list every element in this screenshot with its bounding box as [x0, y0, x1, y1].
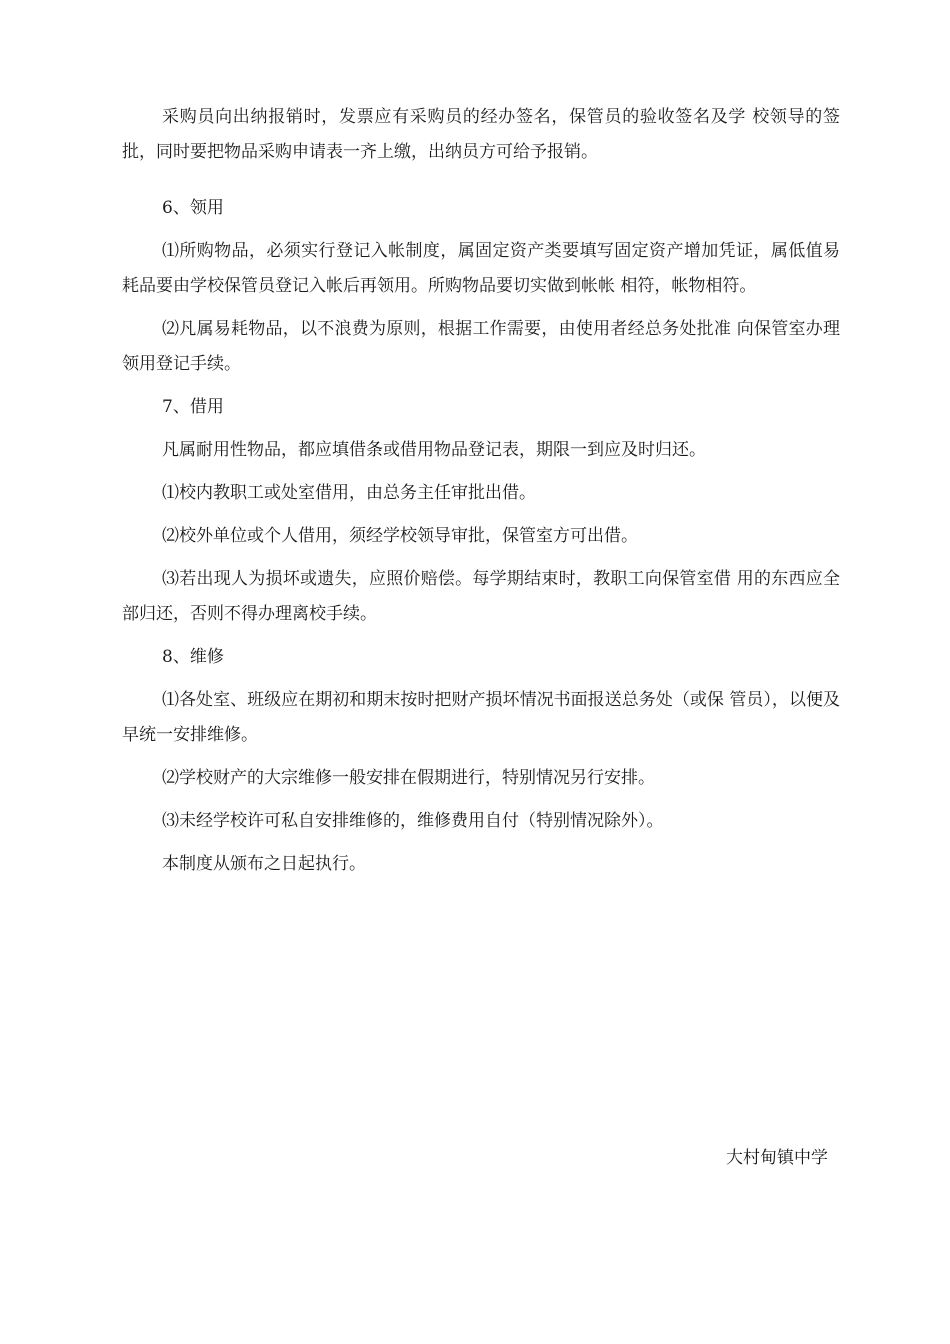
- paragraph-8-1: ⑴各处室、班级应在期初和期末按时把财产损坏情况书面报送总务处（或保 管员），以便及早统一安排维修。: [122, 690, 840, 745]
- paragraph-7-intro: 凡属耐用性物品，都应填借条或借用物品登记表，期限一到应及时归还。: [162, 440, 706, 460]
- paragraph-8-3: ⑶未经学校许可私自安排维修的，维修费用自付（特别情况除外）。: [162, 811, 664, 831]
- section-heading-6: 6、领用: [162, 198, 224, 218]
- paragraph-7-2: ⑵校外单位或个人借用，须经学校领导审批，保管室方可出借。: [162, 526, 638, 546]
- paragraph-7-1: ⑴校内教职工或处室借用，由总务主任审批出借。: [162, 483, 536, 503]
- paragraph-effective: 本制度从颁布之日起执行。: [162, 854, 366, 874]
- paragraph-8-2: ⑵学校财产的大宗维修一般安排在假期进行，特别情况另行安排。: [162, 768, 655, 788]
- paragraph-reimbursement: 采购员向出纳报销时，发票应有采购员的经办签名，保管员的验收签名及学 校领导的签批，同时要把物品采购申请表一齐上缴，出纳员方可给予报销。: [122, 107, 840, 162]
- document-body: [122, 100, 840, 882]
- paragraph-6-1: ⑴所购物品，必须实行登记入帐制度，属固定资产类要填写固定资产增加凭证，属低值易耗品要由学校保管员登记入帐后再领用。所购物品要切实做到帐帐 相符，帐物相符。: [122, 241, 840, 296]
- paragraph-7-3: ⑶若出现人为损坏或遗失，应照价赔偿。每学期结束时，教职工向保管室借 用的东西应全部归还，否则不得办理离校手续。: [122, 569, 840, 624]
- section-heading-8: 8、维修: [162, 647, 224, 667]
- section-heading-7: 7、借用: [162, 397, 224, 417]
- paragraph-6-2: ⑵凡属易耗物品，以不浪费为原则，根据工作需要，由使用者经总务处批准 向保管室办理领用登记手续。: [122, 319, 840, 374]
- signature-school-name: 大村甸镇中学: [726, 1148, 828, 1168]
